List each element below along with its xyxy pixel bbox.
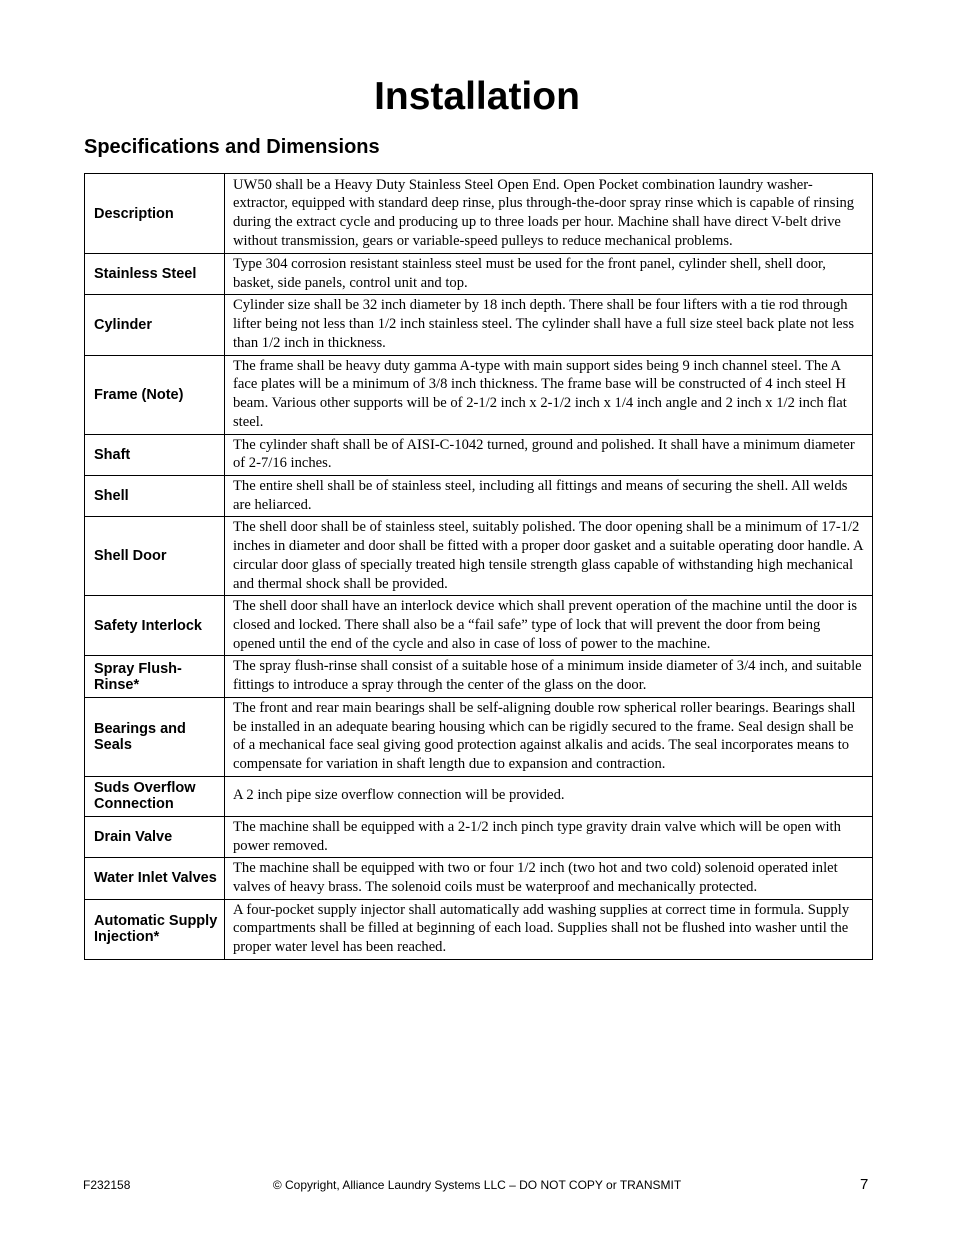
table-row	[85, 656, 873, 697]
table-row	[85, 355, 873, 434]
spec-description: The frame shall be heavy duty gamma A-type with main support sides being 9 inch channel steel. The A face plates will be a minimum of 3/8 inch thickness. The frame base will be constructed of 4 inch steel H beam. Various other supports will be of 2-1/2 inch x 2-1/2 inch x 1/4 inch angle and 2 inch x 1/2 inch flat steel.	[225, 355, 873, 434]
spec-label: Bearings and Seals	[85, 697, 225, 776]
spec-description: The machine shall be equipped with two or four 1/2 inch (two hot and two cold) solenoid operated inlet valves of heavy brass. The solenoid coils must be waterproof and mechanically protected.	[225, 858, 873, 899]
table-row	[85, 816, 873, 857]
spec-description: The cylinder shaft shall be of AISI-C-1042 turned, ground and polished. It shall have a minimum diameter of 2-7/16 inches.	[225, 434, 873, 475]
spec-label: Drain Valve	[85, 816, 225, 857]
spec-label: Spray Flush-Rinse*	[85, 656, 225, 697]
spec-label: Stainless Steel	[85, 254, 225, 295]
spec-label: Shaft	[85, 434, 225, 475]
spec-description: The shell door shall be of stainless steel, suitably polished. The door opening shall be a minimum of 17-1/2 inches in diameter and door shall be fitted with a proper door gasket and a suitable operating door handle. A circular door glass of specially treated high tensile strength glass capable of withstanding high mechanical and thermal shock shall be provided.	[225, 517, 873, 596]
table-row	[85, 254, 873, 295]
spec-description: A four-pocket supply injector shall automatically add washing supplies at correct time in formula. Supply compartments shall be filled at beginning of each load. Supplies shall not be flushed into washer until the proper water level has been reached.	[225, 899, 873, 959]
spec-description: The front and rear main bearings shall be self-aligning double row spherical roller bearings. Bearings shall be installed in an adequate bearing housing which can be rigidly secured to the frame. Seal design shall be of a mechanical face seal giving good protection against alkalis and acids. The seal incorporates means to compensate for variation in shaft length due to expansion and contraction.	[225, 697, 873, 776]
document-number: F232158	[83, 1178, 131, 1192]
spec-description: The entire shell shall be of stainless steel, including all fittings and means of securing the shell. All welds are heliarced.	[225, 475, 873, 516]
spec-label: Suds Overflow Connection	[85, 776, 225, 816]
table-row	[85, 174, 873, 254]
page-number: 7	[860, 1176, 869, 1193]
page-title: Installation	[374, 75, 580, 118]
spec-label: Shell Door	[85, 517, 225, 596]
spec-label: Safety Interlock	[85, 596, 225, 656]
table-row	[85, 295, 873, 355]
table-row	[85, 776, 873, 816]
spec-label: Water Inlet Valves	[85, 858, 225, 899]
copyright-notice: © Copyright, Alliance Laundry Systems LLC – DO NOT COPY or TRANSMIT	[272, 1178, 682, 1192]
section-title: Specifications and Dimensions	[84, 136, 380, 158]
table-row	[85, 858, 873, 899]
spec-label: Cylinder	[85, 295, 225, 355]
table-row	[85, 697, 873, 776]
spec-label: Shell	[85, 475, 225, 516]
table-row	[85, 434, 873, 475]
spec-description: The spray flush-rinse shall consist of a suitable hose of a minimum inside diameter of 3/4 inch, and suitable fittings to introduce a spray through the center of the glass on the door.	[225, 656, 873, 697]
spec-description: UW50 shall be a Heavy Duty Stainless Steel Open End. Open Pocket combination laundry washer-extractor, equipped with standard deep rinse, plus through-the-door spray rinse which is capable of rinsing during the extract cycle and producing up to three loads per hour. Machine shall have direct V-belt drive without transmission, gears or variable-speed pulleys to reduce mechanical problems.	[225, 174, 873, 254]
spec-description: The shell door shall have an interlock device which shall prevent operation of the machine until the door is closed and locked. There shall also be a “fail safe” type of lock that will prevent the door from being opened until the end of the cycle and also in case of loss of power to the machine.	[225, 596, 873, 656]
spec-label: Automatic Supply Injection*	[85, 899, 225, 959]
specifications-table	[84, 173, 873, 960]
spec-description: The machine shall be equipped with a 2-1/2 inch pinch type gravity drain valve which will be open with power removed.	[225, 816, 873, 857]
spec-description: Type 304 corrosion resistant stainless steel must be used for the front panel, cylinder shell, shell door, basket, side panels, control unit and top.	[225, 254, 873, 295]
table-row	[85, 596, 873, 656]
spec-description: A 2 inch pipe size overflow connection will be provided.	[225, 776, 873, 816]
spec-description: Cylinder size shall be 32 inch diameter by 18 inch depth. There shall be four lifters with a tie rod through lifter being not less than 1/2 inch stainless steel. The cylinder shall have a full size steel back plate not less than 1/2 inch in thickness.	[225, 295, 873, 355]
table-row	[85, 517, 873, 596]
spec-label: Description	[85, 174, 225, 254]
table-row	[85, 475, 873, 516]
spec-label: Frame (Note)	[85, 355, 225, 434]
table-row	[85, 899, 873, 959]
